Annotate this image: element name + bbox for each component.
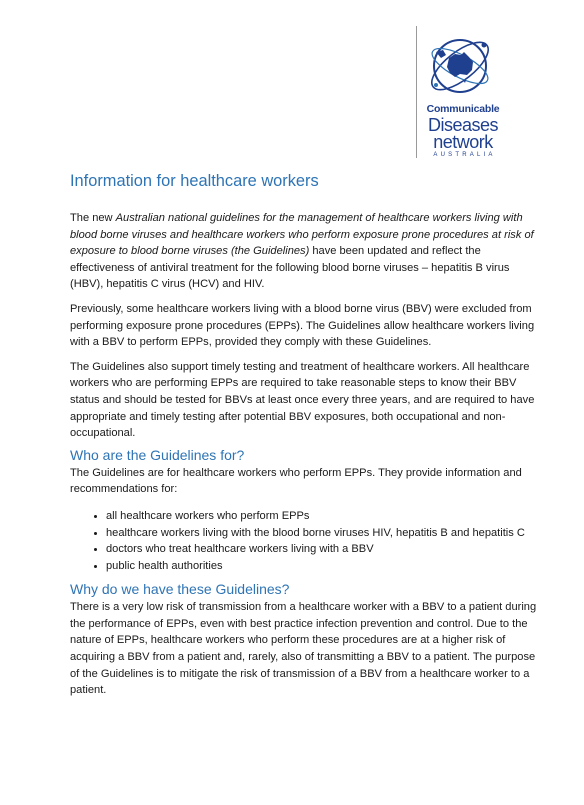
cdna-logo: [416, 26, 502, 158]
logo-line-network: network: [433, 131, 493, 152]
logo-line-communicable: Communicable: [426, 103, 500, 115]
list-item: • public health authorities: [106, 558, 540, 575]
logo-line-diseases: Diseases: [427, 114, 499, 135]
testing-paragraph: The Guidelines also support timely testing and treatment of healthcare workers. All healthcare workers who are performing EPPs are required to take reasonable steps to know their BBV status and should be tested for BBVs at least once every three years, and are required to have appropriate and timely testing after potential BBV exposures, both occupational and non-occupational.: [70, 360, 535, 440]
page-title: Information for healthcare workers: [70, 172, 319, 190]
audience-list: [70, 508, 540, 574]
list-item: • all healthcare workers who perform EPPs: [106, 508, 540, 525]
globe-australia-icon: [427, 28, 495, 102]
logo-line-australia: AUSTRALIA: [433, 151, 496, 158]
section-heading-why: Why do we have these Guidelines?: [70, 581, 290, 598]
list-item: • healthcare workers living with the blood borne viruses HIV, hepatitis B and hepatitis C: [106, 525, 540, 542]
intro-text-end: have been updated and reflect the effectiveness of antiviral treatment for the following blood borne viruses – hepatitis B virus (HBV), hepatitis C virus (HCV) and HIV.: [70, 245, 510, 291]
section-heading-who: Who are the Guidelines for?: [70, 446, 245, 463]
intro-paragraph: [70, 210, 540, 293]
previous-exclusion-paragraph: Previously, some healthcare workers living with a blood borne virus (BBV) were excluded from performing exposure prone procedures (EPPs). The Guidelines allow healthcare workers living with a BBV to perform EPPs, provided they comply with these Guidelines.: [70, 302, 535, 349]
section-who-text: The Guidelines are for healthcare workers who perform EPPs. They provide information and recommendations for:: [70, 466, 522, 496]
intro-text-start: The new: [70, 212, 116, 224]
guidelines-full-title: Australian national guidelines for the management of healthcare workers living with blood borne viruses and healthcare workers who perform exposure prone procedures at risk of exposure to blood borne viruses (the Guidelines): [70, 212, 534, 258]
section-why-text: There is a very low risk of transmission from a healthcare worker with a BBV to a patient during the performance of EPPs, even with best practice infection prevention and control. Due to the nature of EPPs, healthcare workers who perform these procedures are at a higher risk of acquiring a BBV from a patient and, rarely, also of transmitting a BBV to a patient. The purpose of the Guidelines is to mitigate the risk of transmission of a BBV from a healthcare worker to a patient.: [70, 601, 537, 697]
document-body: [70, 171, 540, 699]
list-item: • doctors who treat healthcare workers living with a BBV: [106, 541, 540, 558]
